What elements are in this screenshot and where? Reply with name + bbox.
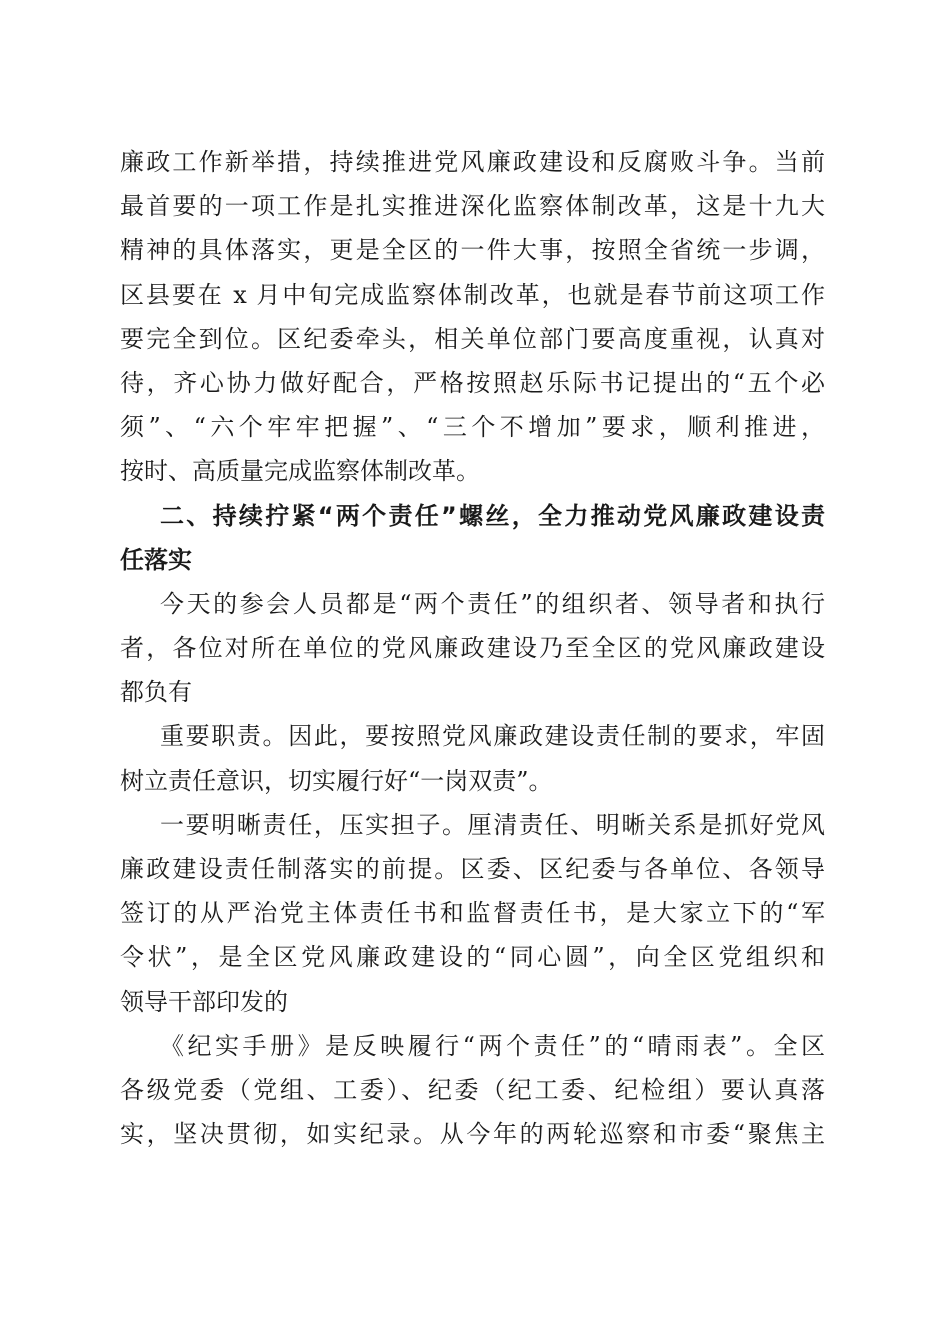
- text-line: 按时、高质量完成监察体制改革。: [120, 457, 480, 486]
- text-line: 签订的从严治党主体责任书和监督责任书，是大家立下的“军: [120, 899, 825, 928]
- text-line: 区县要在 x 月中旬完成监察体制改革，也就是春节前这项工作: [120, 280, 825, 309]
- text-line: 廉政建设责任制落实的前提。区委、区纪委与各单位、各领导: [120, 855, 825, 883]
- text-line: 待，齐心协力做好配合，严格按照赵乐际书记提出的“五个必: [120, 368, 825, 397]
- text-line: 《纪实手册》是反映履行“两个责任”的“晴雨表”。全区: [160, 1031, 825, 1060]
- text-line: 精神的具体落实，更是全区的一件大事，按照全省统一步调，: [120, 236, 825, 265]
- paragraph-3: [120, 714, 825, 802]
- document-page: [120, 140, 825, 1156]
- paragraph-1: [120, 140, 825, 494]
- text-line: 廉政工作新举措，持续推进党风廉政建设和反腐败斗争。当前: [120, 148, 825, 176]
- text-line: 领导干部印发的: [120, 987, 288, 1016]
- text-line: 实，坚决贯彻，如实纪录。从今年的两轮巡察和市委“聚焦主: [120, 1120, 825, 1149]
- heading-line: 二、持续拧紧“两个责任”螺丝，全力推动党风廉政建设责: [160, 501, 825, 530]
- text-line: 者，各位对所在单位的党风廉政建设乃至全区的党风廉政建设: [120, 634, 825, 663]
- paragraph-5: [120, 1024, 825, 1157]
- text-line: 各级党委（党组、工委）、纪委（纪工委、纪检组）要认真落: [120, 1075, 825, 1104]
- text-line: 今天的参会人员都是“两个责任”的组织者、领导者和执行: [160, 589, 825, 618]
- text-line: 须”、“六个牢牢把握”、“三个不增加”要求，顺利推进，: [120, 413, 825, 442]
- section-heading: [120, 494, 825, 582]
- text-line: 一要明晰责任，压实担子。厘清责任、明晰关系是抓好党风: [160, 810, 825, 839]
- text-line: 要完全到位。区纪委牵头，相关单位部门要高度重视，认真对: [120, 324, 825, 353]
- text-line: 都负有: [120, 678, 192, 707]
- heading-line: 任落实: [120, 545, 192, 574]
- paragraph-2: [120, 582, 825, 715]
- text-line: 树立责任意识，切实履行好“一岗双责”。: [120, 766, 553, 795]
- text-line: 令状”，是全区党风廉政建设的“同心圆”，向全区党组织和: [120, 943, 825, 972]
- text-line: 重要职责。因此，要按照党风廉政建设责任制的要求，牢固: [160, 722, 825, 751]
- text-line: 最首要的一项工作是扎实推进深化监察体制改革，这是十九大: [120, 192, 825, 221]
- paragraph-4: [120, 803, 825, 1024]
